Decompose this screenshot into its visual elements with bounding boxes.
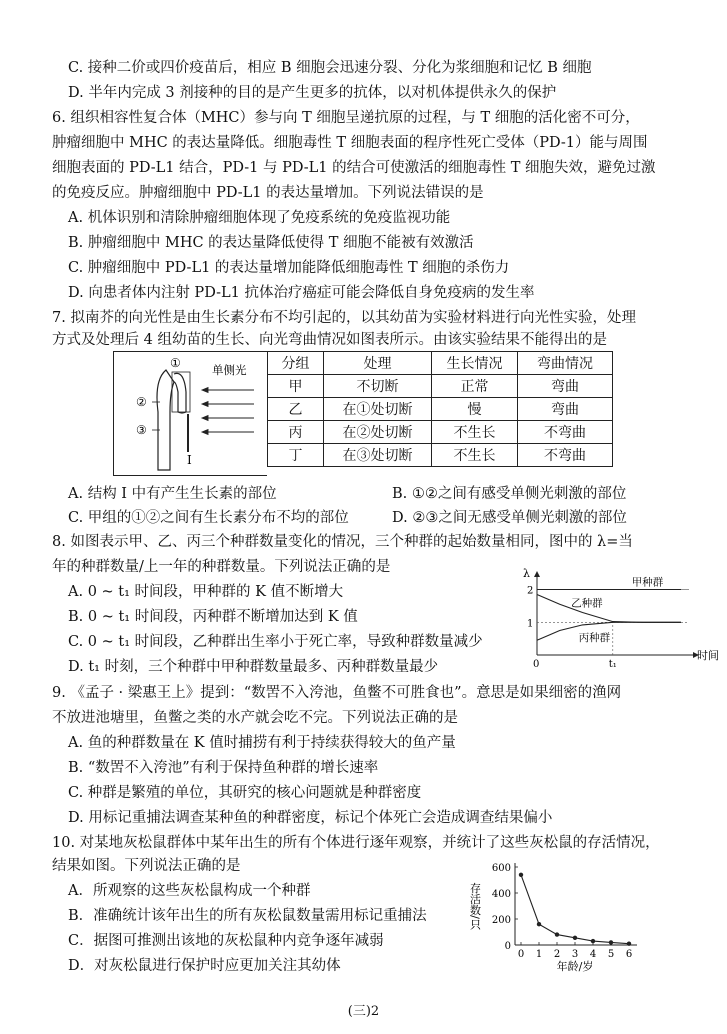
x-tick-label: t₁ xyxy=(608,659,617,670)
header-cell: 生长情况 xyxy=(432,352,518,375)
x-axis-label: 时间 xyxy=(697,649,719,662)
text-line-q10d: D．对灰松鼠进行保护时应更加关注其幼体 xyxy=(68,958,341,974)
text-line-q5d: D. 半年内完成 3 剂接种的目的是产生更多的抗体，以对机体提供永久的保护 xyxy=(68,85,557,101)
mark-3: ③ xyxy=(136,423,147,437)
table-header-row xyxy=(268,352,613,375)
table-cell: 在③处切断 xyxy=(324,444,432,467)
x-tick-label: 0 xyxy=(517,949,525,960)
table-cell: 不生长 xyxy=(432,421,518,444)
page-footer: (三)2 xyxy=(347,1004,380,1019)
y-tick-label: 1 xyxy=(527,618,534,630)
text-line-q6a: A. 机体识别和清除肿瘤细胞体现了免疫系统的免疫监视功能 xyxy=(68,210,451,226)
table-row xyxy=(268,421,613,444)
survival-point xyxy=(591,939,595,943)
table-cell: 弯曲 xyxy=(518,375,613,398)
table-cell: 慢 xyxy=(432,398,518,421)
series-label-bing: 丙种群 xyxy=(578,632,611,644)
x-tick-label: 0 xyxy=(533,659,540,670)
structure-label: Ⅰ xyxy=(187,453,192,467)
survival-point xyxy=(555,932,559,936)
text-line-q6s4: 的免疫反应。肿瘤细胞中 PD-L1 的表达量增加。下列说法错误的是 xyxy=(52,185,484,201)
table-cell: 不弯曲 xyxy=(518,421,613,444)
y-axis-arrow xyxy=(534,571,540,577)
table-cell: 正常 xyxy=(432,375,518,398)
table-cell: 弯曲 xyxy=(518,398,613,421)
text-line-q6s2: 肿瘤细胞中 MHC 的表达量降低。细胞毒性 T 细胞表面的程序性死亡受体（PD-1）能与周围 xyxy=(52,135,648,151)
table-cell: 在②处切断 xyxy=(324,421,432,444)
text-line-q9s1: 9. 《孟子 · 梁惠王上》提到：“数罟不入洿池，鱼鳖不可胜食也”。意思是如果细密的渔网 xyxy=(52,685,622,701)
x-tick-label: 3 xyxy=(571,949,579,960)
text-line-q7b: B. ①②之间有感受单侧光刺激的部位 xyxy=(392,486,627,502)
survival-chart-svg xyxy=(463,855,648,983)
x-tick-label: 1 xyxy=(535,949,543,960)
table-cell: 在①处切断 xyxy=(324,398,432,421)
table-cell: 不生长 xyxy=(432,444,518,467)
light-label: 单侧光 xyxy=(212,363,247,377)
header-cell: 处理 xyxy=(324,352,432,375)
y-tick-label: 600 xyxy=(491,863,511,874)
series-label-jia: 甲种群 xyxy=(631,576,664,589)
text-line-q7d: D. ②③之间无感受单侧光刺激的部位 xyxy=(392,510,627,526)
text-line-q8b: B. 0 ~ t₁ 时间段，丙种群不断增加达到 K 值 xyxy=(68,609,358,625)
text-line-q5c: C. 接种二价或四价疫苗后，相应 B 细胞会迅速分裂、分化为浆细胞和记忆 B 细胞 xyxy=(68,60,592,76)
x-axis-label: 年龄/岁 xyxy=(556,960,594,973)
mark-1: ① xyxy=(170,356,181,370)
mark-2: ② xyxy=(136,395,147,409)
seedling-svg xyxy=(114,352,268,477)
text-line-q8s2: 年的种群数量/上一年的种群数量。下列说法正确的是 xyxy=(52,559,391,575)
text-line-q8d: D. t₁ 时刻，三个种群中甲种群数量最多、丙种群数量最少 xyxy=(68,659,439,675)
experiment-table xyxy=(267,351,613,467)
text-line-q8a: A. 0 ~ t₁ 时间段，甲种群的 K 值不断增大 xyxy=(68,584,344,600)
lambda-chart xyxy=(505,567,719,671)
lambda-chart-svg xyxy=(505,567,719,670)
table-row xyxy=(268,398,613,421)
x-tick-label: 5 xyxy=(607,949,615,960)
x-tick-label: 4 xyxy=(589,949,597,960)
seedling-box xyxy=(172,372,190,412)
survival-point xyxy=(627,942,631,946)
text-line-q10b: B．准确统计该年出生的所有灰松鼠数量需用标记重捕法 xyxy=(68,908,427,924)
series-line-1 xyxy=(537,595,681,623)
x-tick-label: 2 xyxy=(553,949,561,960)
seedling-leaf xyxy=(174,373,186,413)
table-cell: 甲 xyxy=(268,375,324,398)
table-cell: 丙 xyxy=(268,421,324,444)
table-cell: 乙 xyxy=(268,398,324,421)
text-line-q9a: A. 鱼的种群数量在 K 值时捕捞有利于持续获得较大的鱼产量 xyxy=(68,735,456,751)
survival-chart xyxy=(463,855,648,987)
seedling-outline xyxy=(157,370,174,470)
y-tick-label: 2 xyxy=(527,585,534,597)
text-line-q6s3: 细胞表面的 PD-L1 结合，PD-1 与 PD-L1 的结合可使激活的细胞毒性 T 细胞失效，避免过激 xyxy=(52,160,656,176)
x-tick-label: 6 xyxy=(625,949,633,960)
text-line-q9s2: 不放进池塘里，鱼鳖之类的水产就会吃不完。下列说法正确的是 xyxy=(52,710,458,726)
series-label-yi: 乙种群 xyxy=(571,597,603,610)
text-line-q8s1: 8. 如图表示甲、乙、丙三个种群数量变化的情况，三个种群的起始数量相同，图中的 λ=当 xyxy=(52,534,633,550)
text-line-q6b: B. 肿瘤细胞中 MHC 的表达量降低使得 T 细胞不能被有效激活 xyxy=(68,235,474,251)
seedling-diagram xyxy=(113,351,267,476)
light-arrows xyxy=(202,388,254,435)
table-cell: 不切断 xyxy=(324,375,432,398)
header-cell: 分组 xyxy=(268,352,324,375)
text-line-q9d: D. 用标记重捕法调查某种鱼的种群密度，标记个体死亡会造成调查结果偏小 xyxy=(68,810,553,826)
survival-point xyxy=(537,922,541,926)
text-line-q6s1: 6. 组织相容性复合体（MHC）参与向 T 细胞呈递抗原的过程，与 T 细胞的活化密不可分， xyxy=(52,110,640,126)
text-line-q6c: C. 肿瘤细胞中 PD-L1 的表达量增加能降低细胞毒性 T 细胞的杀伤力 xyxy=(68,260,510,276)
text-line-q7a: A. 结构 Ⅰ 中有产生生长素的部位 xyxy=(68,486,277,502)
text-line-q9b: B. “数罟不入洿池”有利于保持鱼种群的增长速率 xyxy=(68,760,379,776)
y-axis-label: 存活数/只 xyxy=(468,882,482,930)
table-cell: 丁 xyxy=(268,444,324,467)
y-tick-label: 200 xyxy=(491,915,511,926)
text-line-q10s1: 10. 对某地灰松鼠群体中某年出生的所有个体进行逐年观察，并统计了这些灰松鼠的存活情况， xyxy=(52,835,660,851)
header-cell: 弯曲情况 xyxy=(518,352,613,375)
text-line-q7c: C. 甲组的①②之间有生长素分布不均的部位 xyxy=(68,510,349,526)
y-tick-label: 0 xyxy=(504,941,511,952)
y-tick-label: 400 xyxy=(491,889,511,900)
text-line-q6d: D. 向患者体内注射 PD-L1 抗体治疗癌症可能会降低自身免疫病的发生率 xyxy=(68,285,535,301)
text-line-q9c: C. 种群是繁殖的单位，其研究的核心问题就是种群密度 xyxy=(68,785,422,801)
text-line-q7s2: 方式及处理后 4 组幼苗的生长、向光弯曲情况如图表所示。由该实验结果不能得出的是 xyxy=(52,332,607,348)
survival-point xyxy=(609,940,613,944)
survival-point xyxy=(519,873,523,877)
table-cell: 不弯曲 xyxy=(518,444,613,467)
text-line-q8c: C. 0 ~ t₁ 时间段，乙种群出生率小于死亡率，导致种群数量减少 xyxy=(68,634,483,650)
survival-point xyxy=(573,936,577,940)
text-line-q10a: A．所观察的这些灰松鼠构成一个种群 xyxy=(68,883,311,899)
table-row xyxy=(268,375,613,398)
survival-line xyxy=(521,875,629,944)
y-axis-label: λ xyxy=(523,567,530,580)
table-row xyxy=(268,444,613,467)
text-line-q7s1: 7. 拟南芥的向光性是由生长素分布不均引起的，以其幼苗为实验材料进行向光性实验，处理 xyxy=(52,310,636,326)
text-line-q10s2: 结果如图。下列说法正确的是 xyxy=(52,858,241,874)
text-line-q10c: C．据图可推测出该地的灰松鼠种内竞争逐年减弱 xyxy=(68,933,384,949)
